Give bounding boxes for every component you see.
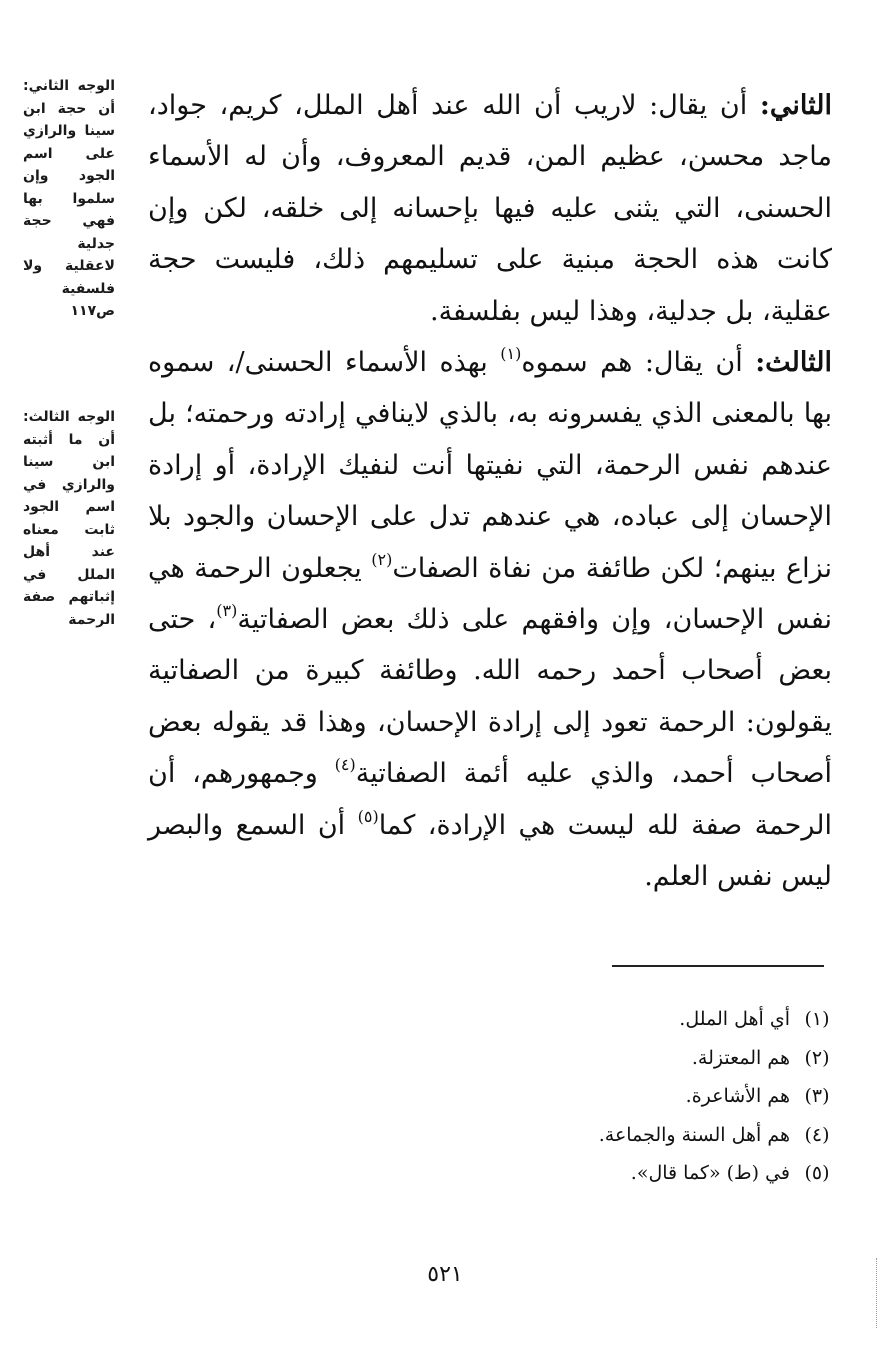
paragraph-text: أن يقال: هم سموه [521,347,756,379]
footnote-ref: (٥) [357,806,379,826]
footnote-item [400,1116,832,1155]
paragraph-text: ، حتى بعض أصحاب أحمد رحمه الله. وطائفة كبيرة من الصفاتية يقولون: الرحمة تعود إلى إرادة الإحسان، وهذا قد يقوله بعض أصحاب أحمد، والذي عليه أئمة الصفاتية [148,604,832,790]
paragraph-text: أن يقال: لاريب أن الله عند أهل الملل، كريم، جواد، ماجد محسن، عظيم المن، قديم المعروف، وأن له الأسماء الحسنى، التي يثنى عليه فيها بإحسانه إلى خلقه، لكن وإن كانت هذه الحجة مبنية على تسليمهم ذلك، فليست حجة عقلية، بل جدلية، وهذا ليس بفلسفة. [148,90,832,327]
footnote-number: (١) [804,1008,830,1030]
page-number: ٥٢١ [427,1262,463,1287]
paragraph-lead: الثالث: [755,347,833,379]
footnote-item [400,1039,832,1078]
margin-note-third-aspect: الوجه الثالث: أن ما أثبته ابن سينا والرازي في اسم الجود ثابت معناه عند أهل الملل في إثباتهم صفة الرحمة [23,409,115,628]
margin-note-second-aspect: الوجه الثاني: أن حجة ابن سينا والرازي على اسم الجود وإن سلموا بها فهي حجة جدلية لاعقلية ولا فلسفية ص١١٧ [23,78,115,319]
scan-edge-mark [876,1258,883,1328]
footnote-number: (٢) [804,1046,830,1069]
footnote-text: هم المعتزلة. [691,1046,790,1069]
paragraph-second [148,80,832,337]
paragraph-text: بهذه الأسماء الحسنى/، سموه بها بالمعنى الذي يفسرونه به، بالذي لاينافي إرادته ورحمته؛ بل عندهم نفس الرحمة، التي نفيتها أنت لنفيك الإرادة، أو إرادة الإحسان إلى عباده، هي عندهم تدل على الإحسان والجود بلا نزاع بينهم؛ لكن طائفة من نفاة الصفات [148,347,833,584]
footnote-text: في (ط) «كما قال». [630,1162,790,1184]
footnote-item [400,1154,832,1193]
footnotes [400,1000,832,1193]
footnote-text: هم الأشاعرة. [685,1085,790,1107]
main-text [148,80,832,903]
paragraph-text: وجمهورهم، أن الرحمة صفة لله ليست هي الإرادة، كما [148,758,832,841]
paragraph-third [148,337,832,902]
footnote-number: (٤) [804,1123,830,1146]
footnote-separator [612,965,824,967]
footnote-item [400,1077,832,1116]
paragraph-lead: الثاني: [759,90,832,121]
footnote-ref: (٤) [334,755,356,775]
footnote-text: هم أهل السنة والجماعة. [598,1123,790,1146]
footnote-number: (٣) [804,1085,830,1107]
footnote-text: أي أهل الملل. [679,1008,790,1030]
footnote-ref: (٣) [216,601,238,621]
footnote-ref: (٢) [371,549,393,569]
paragraph-text: أن السمع والبصر ليس نفس العلم. [148,809,832,893]
footnote-ref: (١) [500,344,522,364]
footnote-item [400,1000,832,1039]
paragraph-text: يجعلون الرحمة هي نفس الإحسان، وإن وافقهم على ذلك بعض الصفاتية [148,552,832,636]
footnote-number: (٥) [804,1162,830,1184]
